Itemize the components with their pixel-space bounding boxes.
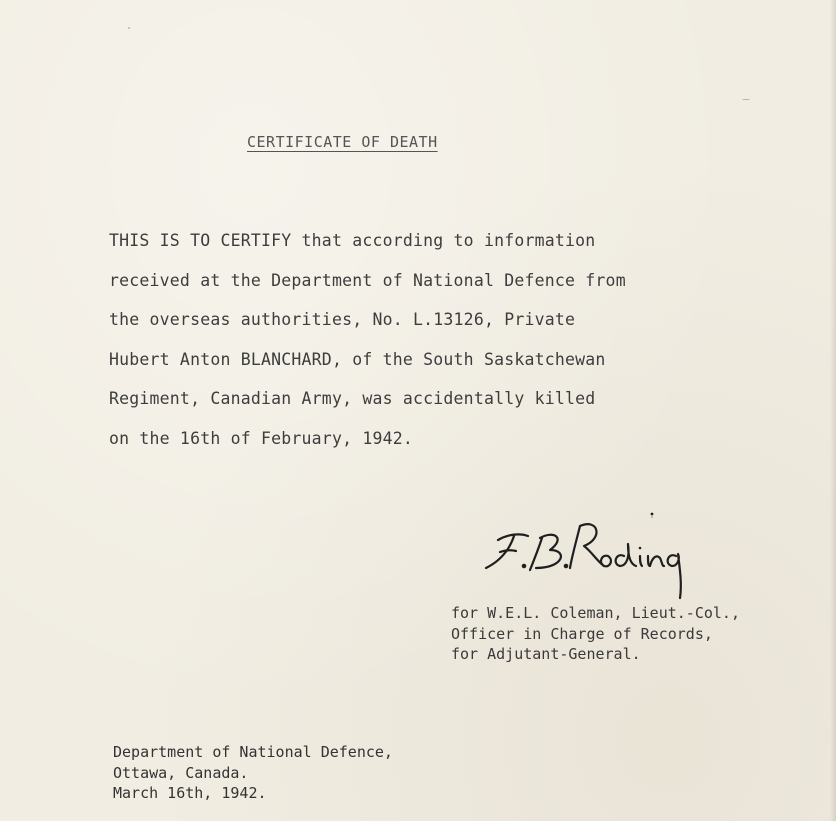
issuing-office-block <box>113 742 393 804</box>
body-line: the overseas authorities, No. L.13126, Private <box>109 310 576 329</box>
footer-line: Ottawa, Canada. <box>113 763 249 782</box>
footer-line: Department of National Defence, <box>113 743 393 761</box>
paper-speck <box>128 27 130 29</box>
certificate-title: CERTIFICATE OF DEATH <box>247 133 438 151</box>
body-line: Regiment, Canadian Army, was accidentally killed <box>109 389 596 408</box>
paper-speck <box>742 99 750 100</box>
signatory-block <box>451 603 740 665</box>
certificate-body <box>109 230 749 467</box>
body-line: THIS IS TO CERTIFY that according to information <box>109 231 596 250</box>
page-edge-shadow <box>830 0 836 821</box>
body-line: Hubert Anton BLANCHARD, of the South Saskatchewan <box>109 349 606 369</box>
handwritten-signature <box>480 508 700 604</box>
signatory-line: Officer in Charge of Records, <box>451 624 713 643</box>
signatory-line: for W.E.L. Coleman, Lieut.-Col., <box>451 604 740 622</box>
signatory-line: for Adjutant-General. <box>451 645 641 663</box>
body-line: on the 16th of February, 1942. <box>109 428 414 448</box>
footer-line: March 16th, 1942. <box>113 784 267 802</box>
body-line: received at the Department of National Defence from <box>109 270 626 290</box>
